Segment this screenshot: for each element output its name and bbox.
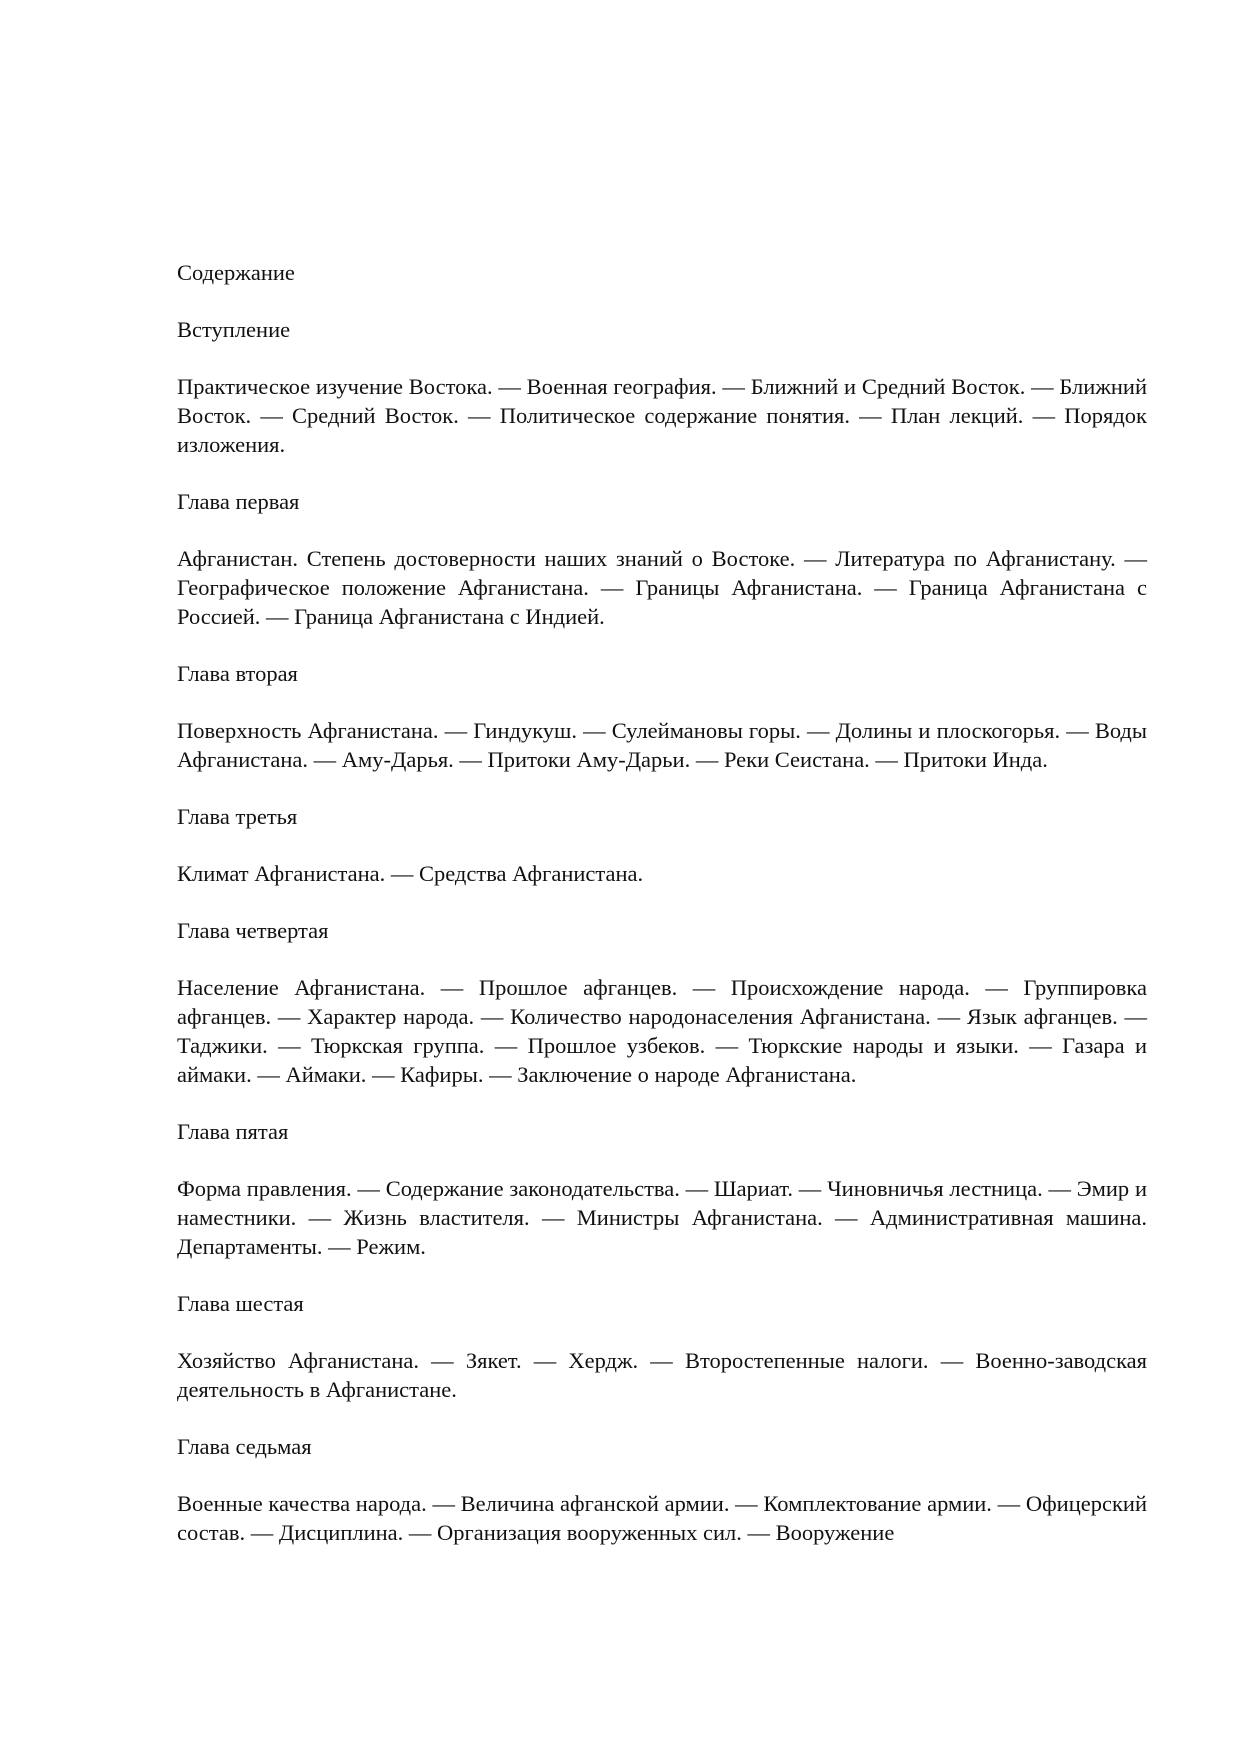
section-heading-chapter-4: Глава четвертая — [177, 918, 329, 943]
section-summary-chapter-2: Поверхность Афганистана. — Гиндукуш. — Сулеймановы горы. — Долины и плоскогорья. — Воды Афганистана. — Аму-Дарья. — Притоки Аму-Дарьи. — Реки Сеистана. — Притоки Инда. — [177, 718, 1147, 772]
section-heading-chapter-6: Глава шестая — [177, 1291, 304, 1316]
section-summary-chapter-5: Форма правления. — Содержание законодательства. — Шариат. — Чиновничья лестница. — Эмир и наместники. — Жизнь властителя. — Министры Афганистана. — Административная машина. Департаменты. — Режим. — [177, 1176, 1147, 1259]
section-summary-chapter-6: Хозяйство Афганистана. — Зякет. — Хердж. — Второстепенные налоги. — Военно-заводская деятельность в Афганистане. — [177, 1348, 1147, 1402]
section-summary-chapter-4: Население Афганистана. — Прошлое афганцев. — Происхождение народа. — Группировка афганцев. — Характер народа. — Количество народонаселения Афганистана. — Язык афганцев. — Таджики. — Тюркская группа. — Прошлое узбеков. — Тюркские народы и языки. — Газара и аймаки. — Аймаки. — Кафиры. — Заключение о народе Афганистана. — [177, 975, 1147, 1087]
section-heading-chapter-7: Глава седьмая — [177, 1434, 312, 1459]
section-heading-introduction: Вступление — [177, 317, 291, 342]
section-heading-chapter-5: Глава пятая — [177, 1119, 289, 1144]
table-of-contents — [177, 258, 1147, 1575]
section-summary-chapter-1: Афганистан. Степень достоверности наших знаний о Востоке. — Литература по Афганистану. — Географическое положение Афганистана. — Границы Афганистана. — Граница Афганистана с Россией. — Граница Афганистана с Индией. — [177, 546, 1147, 629]
section-heading-chapter-3: Глава третья — [177, 804, 298, 829]
section-heading-chapter-1: Глава первая — [177, 489, 300, 514]
section-summary-chapter-3: Климат Афганистана. — Средства Афганистана. — [177, 861, 644, 886]
section-summary-introduction: Практическое изучение Востока. — Военная география. — Ближний и Средний Восток. — Ближний Восток. — Средний Восток. — Политическое содержание понятия. — План лекций. — Порядок изложения. — [177, 374, 1147, 457]
section-heading-chapter-2: Глава вторая — [177, 661, 298, 686]
section-summary-chapter-7: Военные качества народа. — Величина афганской армии. — Комплектование армии. — Офицерский состав. — Дисциплина. — Организация вооруженных сил. — Вооружение — [177, 1491, 1147, 1545]
toc-title: Содержание — [177, 260, 295, 285]
